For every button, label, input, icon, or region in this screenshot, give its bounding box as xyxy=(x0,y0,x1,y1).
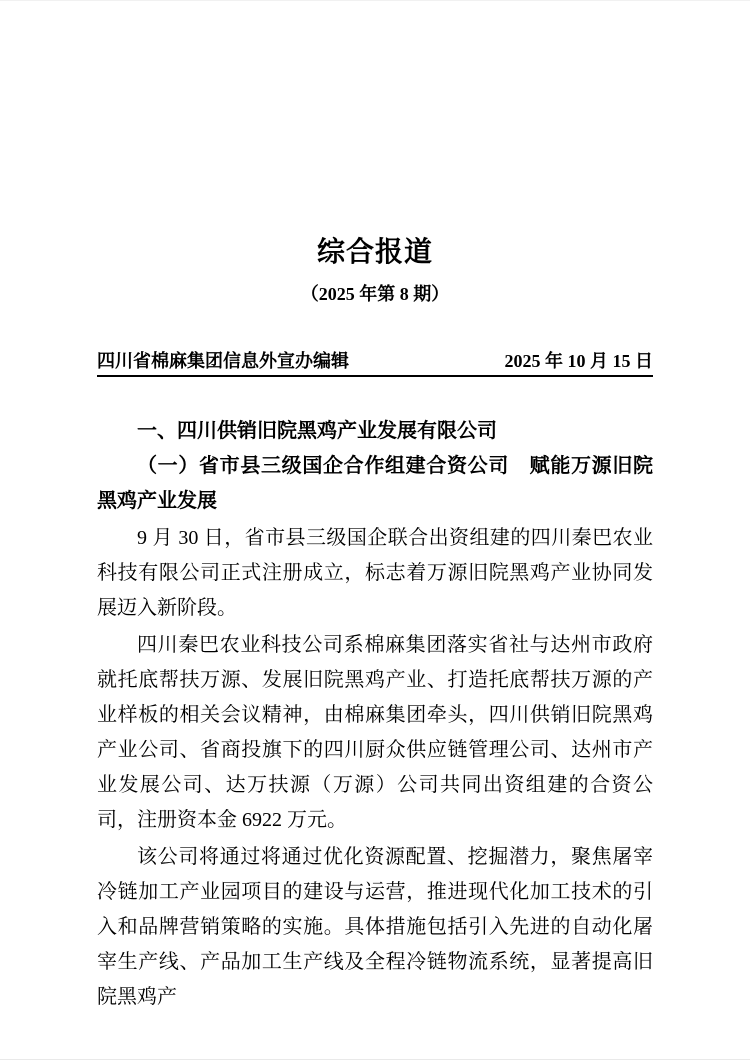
paragraph-1: 9 月 30 日，省市县三级国企联合出资组建的四川秦巴农业科技有限公司正式注册成立，标志着万源旧院黑鸡产业协同发展迈入新阶段。 xyxy=(97,527,653,619)
page-title: 综合报道 xyxy=(316,236,433,267)
paragraph-2: 四川秦巴农业科技公司系棉麻集团落实省社与达州市政府就托底帮扶万源、发展旧院黑鸡产业、打造托底帮扶万源的产业样板的相关会议精神，由棉麻集团牵头，四川供销旧院黑鸡产业公司、省商投旗下的四川厨众供应链管理公司、达州市产业发展公司、达万扶源（万源）公司共同出资组建的合资公司，注册资本金 6922 万元。 xyxy=(97,634,653,831)
paragraph-3: 该公司将通过将通过优化资源配置、挖掘潜力，聚焦屠宰冷链加工产业园项目的建设与运营，推进现代化加工技术的引入和品牌营销策略的实施。具体措施包括引入先进的自动化屠宰生产线、产品加工生产线及全程冷链物流系统，显著提高旧院黑鸡产 xyxy=(97,846,653,1008)
section-subheading: （一）省市县三级国企合作组建合资公司 赋能万源旧院黑鸡产业发展 xyxy=(97,455,653,512)
document-body xyxy=(97,414,653,1015)
issue-number: （2025 年第 8 期） xyxy=(300,284,450,304)
editor-label: 四川省棉麻集团信息外宣办编辑 xyxy=(97,351,349,371)
document-content xyxy=(97,236,653,1015)
publish-date: 2025 年 10 月 15 日 xyxy=(504,351,653,371)
section-heading: 一、四川供销旧院黑鸡产业发展有限公司 xyxy=(137,420,497,442)
editor-date-row xyxy=(97,351,653,377)
